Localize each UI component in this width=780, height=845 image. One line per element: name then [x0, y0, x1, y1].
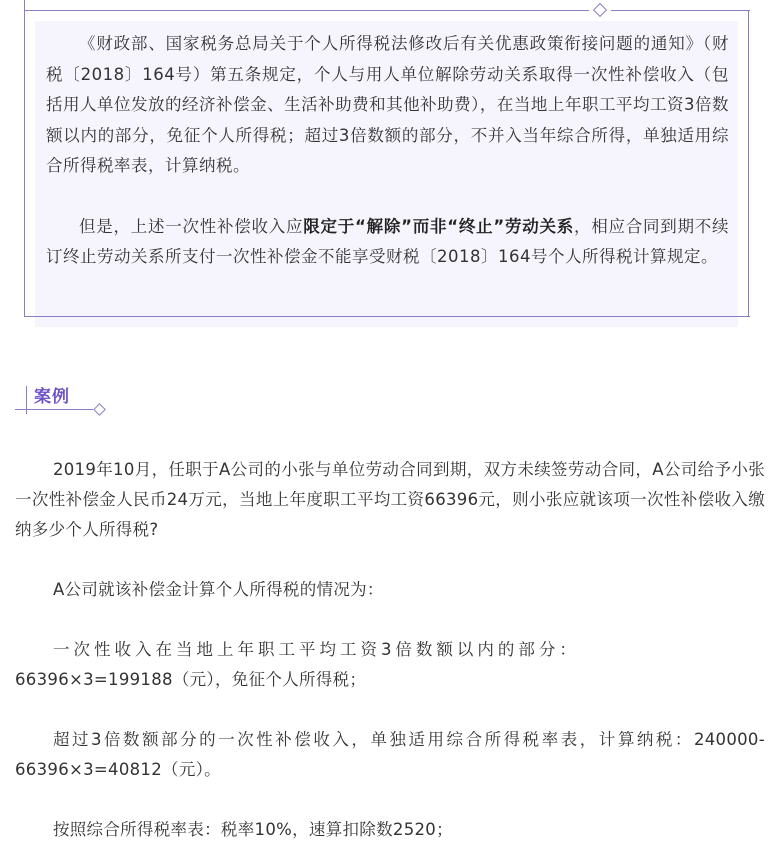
quote-border-left	[24, 0, 25, 317]
case-paragraph-intro: A公司就该补偿金计算个人所得税的情况为：	[52, 580, 384, 599]
case-paragraph-exempt	[15, 635, 765, 665]
policy-quote-box	[24, 0, 750, 330]
quote-border-right	[748, 10, 749, 317]
case-heading-underline	[15, 409, 93, 410]
quote-emphasis: 限定于“解除”而非“终止”劳动关系	[303, 216, 574, 236]
quote-border-top-right	[611, 10, 750, 11]
case-body	[15, 455, 765, 845]
case-heading	[15, 380, 115, 420]
diamond-ornament-icon	[93, 403, 106, 416]
quote-paragraph-2-start: 但是，上述一次性补偿收入应	[79, 216, 304, 236]
quote-border-top	[24, 10, 589, 11]
quote-text	[46, 29, 729, 273]
exempt-calculation: 66396×3=199188（元），免征个人所得税；	[15, 670, 367, 689]
case-paragraph-rate: 按照综合所得税率表：税率10%，速算扣除数2520；	[52, 820, 453, 839]
case-title: 案例	[34, 387, 70, 407]
quote-border-bottom	[24, 316, 750, 317]
exempt-line-1: 一次性收入在当地上年职工平均工资3倍数额以内的部分：	[52, 640, 580, 659]
quote-paragraph-2-end: ，相应合同到期不续订终止劳动关系所支付一次性补偿金不能享受财税〔2018〕164号个人所得税计算规定。	[46, 216, 730, 266]
case-paragraph-excess: 超过3倍数额部分的一次性补偿收入，单独适用综合所得税率表，计算纳税：240000-66396×3=40812（元）。	[15, 730, 765, 779]
quote-paragraph-1: 《财政部、国家税务总局关于个人所得税法修改后有关优惠政策衔接问题的通知》（财税〔2018〕164号）第五条规定，个人与用人单位解除劳动关系取得一次性补偿收入（包括用人单位发放的经济补偿金、生活补助费和其他补助费），在当地上年职工平均工资3倍数额以内的部分，免征个人所得税；超过3倍数额的部分，不并入当年综合所得，单独适用综合所得税率表，计算纳税。	[46, 34, 729, 175]
case-paragraph-scenario: 2019年10月，任职于A公司的小张与单位劳动合同到期，双方未续签劳动合同，A公司给予小张一次性补偿金人民币24万元，当地上年度职工平均工资66396元，则小张应就该项一次性补偿收入缴纳多少个人所得税?	[15, 460, 765, 539]
diamond-ornament-icon	[593, 3, 607, 17]
quote-paragraph-2	[46, 212, 729, 273]
